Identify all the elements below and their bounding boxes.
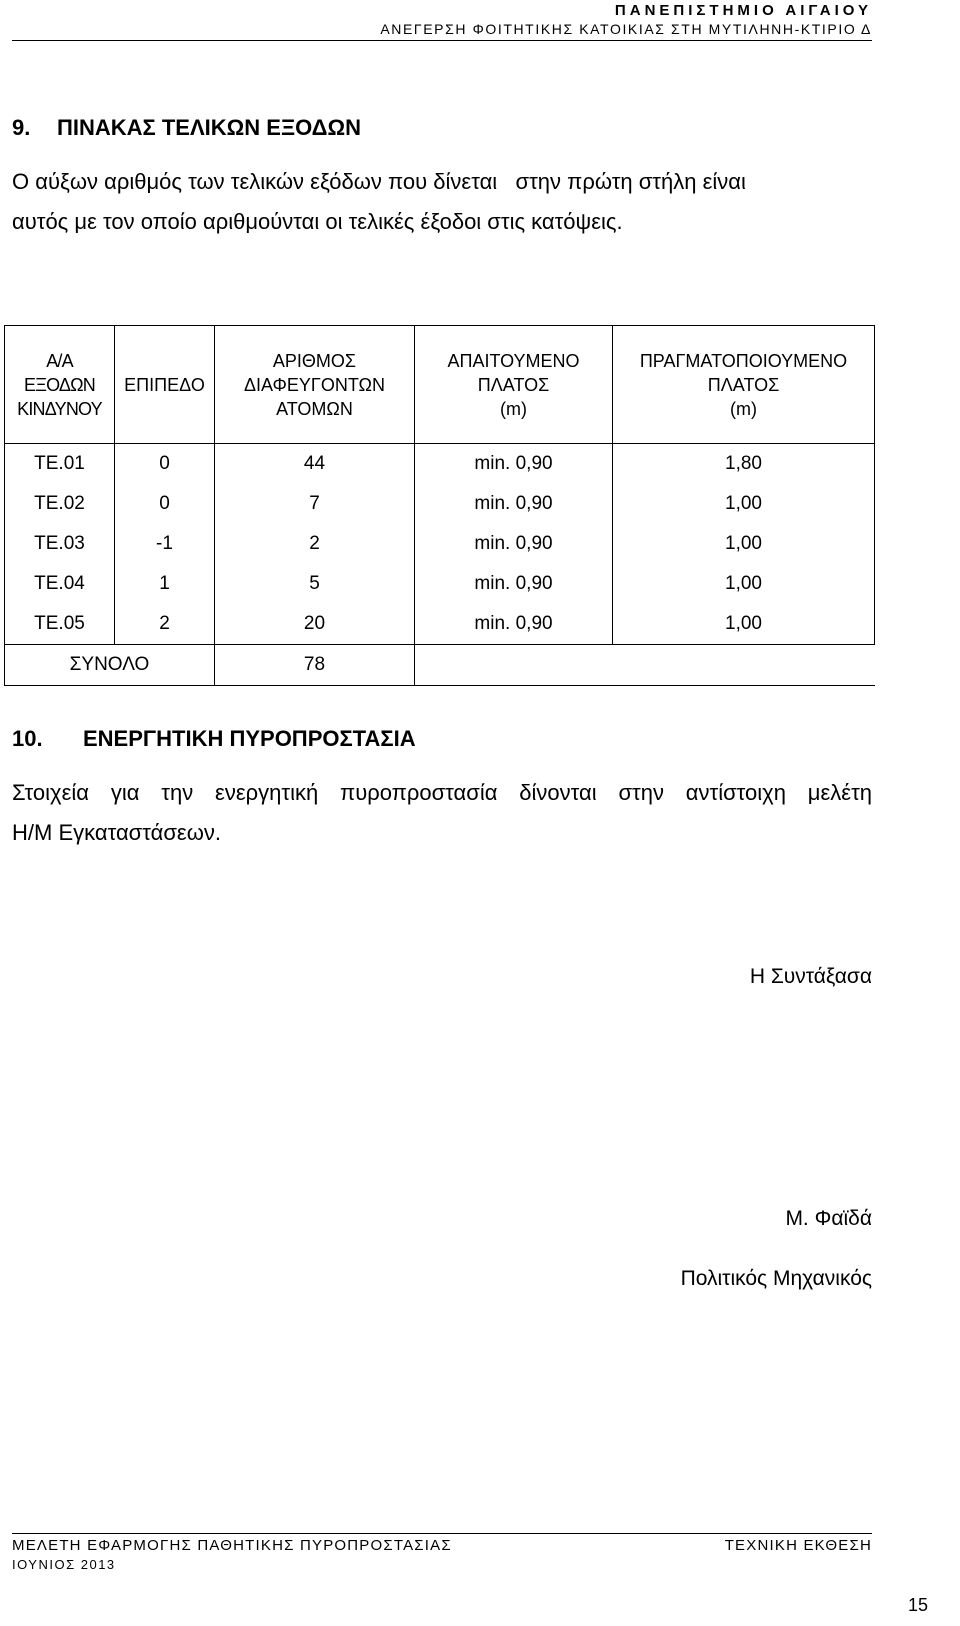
total-label: ΣΥΝΟΛΟ [5,645,215,686]
cell-exit: ΤΕ.01 [5,444,115,485]
header-exit-number [5,326,115,444]
cell-actual-width: 1,80 [613,444,875,485]
cell-evacuees: 5 [215,564,415,604]
cell-evacuees: 20 [215,604,415,645]
section-9-title: ΠΙΝΑΚΑΣ ΤΕΛΙΚΩΝ ΕΞΟΔΩΝ [57,115,361,140]
section-9-text-line-1: Ο αύξων αριθμός των τελικών εξόδων που δίνεται στην πρώτη στήλη είναι [12,169,746,194]
table-row [5,484,875,524]
footer-report: ΤΕΧΝΙΚΗ ΕΚΘΕΣΗ [724,1537,872,1554]
header-university: ΠΑΝΕΠΙΣΤΗΜΙΟ ΑΙΓΑΙΟΥ [614,2,872,19]
cell-required-width: min. 0,90 [415,564,613,604]
empty-cell [415,645,613,686]
header-required-width [415,326,613,444]
cell-level: 0 [115,444,215,485]
header-divider [12,40,872,41]
signature-name: Μ. Φαϊδά [785,1207,872,1230]
header-line: ΑΡΙΘΜΟΣ [272,350,357,371]
cell-required-width: min. 0,90 [415,524,613,564]
section-10-text-line-1: Στοιχεία για την ενεργητική πυροπροστασία δίνονται στην αντίστοιχη μελέτη [12,780,872,805]
cell-level: 0 [115,484,215,524]
cell-required-width: min. 0,90 [415,604,613,645]
header-line: ΔΙΑΦΕΥΓΟΝΤΩΝ [244,374,385,395]
header-line: ΕΠΙΠΕΔΟ [124,374,205,395]
signature-role: Η Συντάξασα [749,965,872,988]
cell-exit: ΤΕ.03 [5,524,115,564]
cell-exit: ΤΕ.04 [5,564,115,604]
page-number: 15 [907,1595,928,1615]
header-line: ΚΙΝΔΥΝΟΥ [17,398,102,419]
table-row [5,604,875,645]
header-level [115,326,215,444]
cell-evacuees: 2 [215,524,415,564]
cell-level: 1 [115,564,215,604]
section-10-number: 10. [12,726,43,751]
header-line: ΑΠΑΙΤΟΥΜΕΝΟ [447,350,580,371]
header-line: (m) [500,398,527,419]
table-row [5,444,875,485]
total-value: 78 [215,645,415,686]
signature-title: Πολιτικός Μηχανικός [680,1267,872,1290]
cell-actual-width: 1,00 [613,604,875,645]
section-10-text-line-2: Η/Μ Εγκαταστάσεων. [12,820,222,845]
cell-level: 2 [115,604,215,645]
table-total-row [5,645,875,686]
header-line: ΠΡΑΓΜΑΤΟΠΟΙΟΥΜΕΝΟ [639,350,848,371]
section-9-number: 9. [12,115,31,140]
cell-exit: ΤΕ.02 [5,484,115,524]
section-9-text-line-2: αυτός με τον οποίο αριθμούνται οι τελικές έξοδοι στις κατόψεις. [12,209,623,234]
cell-evacuees: 44 [215,444,415,485]
table-row [5,564,875,604]
cell-actual-width: 1,00 [613,484,875,524]
header-line: ΠΛΑΤΟΣ [477,374,550,395]
header-evacuees [215,326,415,444]
footer-divider [12,1533,872,1534]
header-line: ΑΤΟΜΩΝ [276,398,353,419]
header-line: ΕΞΟΔΩΝ [23,374,95,395]
header-line: ΠΛΑΤΟΣ [707,374,780,395]
cell-required-width: min. 0,90 [415,444,613,485]
cell-required-width: min. 0,90 [415,484,613,524]
cell-actual-width: 1,00 [613,564,875,604]
table-row [5,524,875,564]
exits-table [4,325,875,686]
empty-cell [613,645,875,686]
footer-date: ΙΟΥΝΙΟΣ 2013 [12,1557,116,1572]
cell-actual-width: 1,00 [613,524,875,564]
section-10-title: ΕΝΕΡΓΗΤΙΚΗ ΠΥΡΟΠΡΟΣΤΑΣΙΑ [83,726,416,751]
header-project: ΑΝΕΓΕΡΣΗ ΦΟΙΤΗΤΙΚΗΣ ΚΑΤΟΙΚΙΑΣ ΣΤΗ ΜΥΤΙΛΗΝΗ-ΚΤΙΡΙΟ Δ [380,21,872,37]
header-line: (m) [730,398,757,419]
cell-level: -1 [115,524,215,564]
footer-study: ΜΕΛΕΤΗ ΕΦΑΡΜΟΓΗΣ ΠΑΘΗΤΙΚΗΣ ΠΥΡΟΠΡΟΣΤΑΣΙΑΣ [12,1537,452,1554]
header-actual-width [613,326,875,444]
cell-exit: ΤΕ.05 [5,604,115,645]
table-header-row [5,326,875,444]
cell-evacuees: 7 [215,484,415,524]
header-line: Α/Α [46,350,73,371]
